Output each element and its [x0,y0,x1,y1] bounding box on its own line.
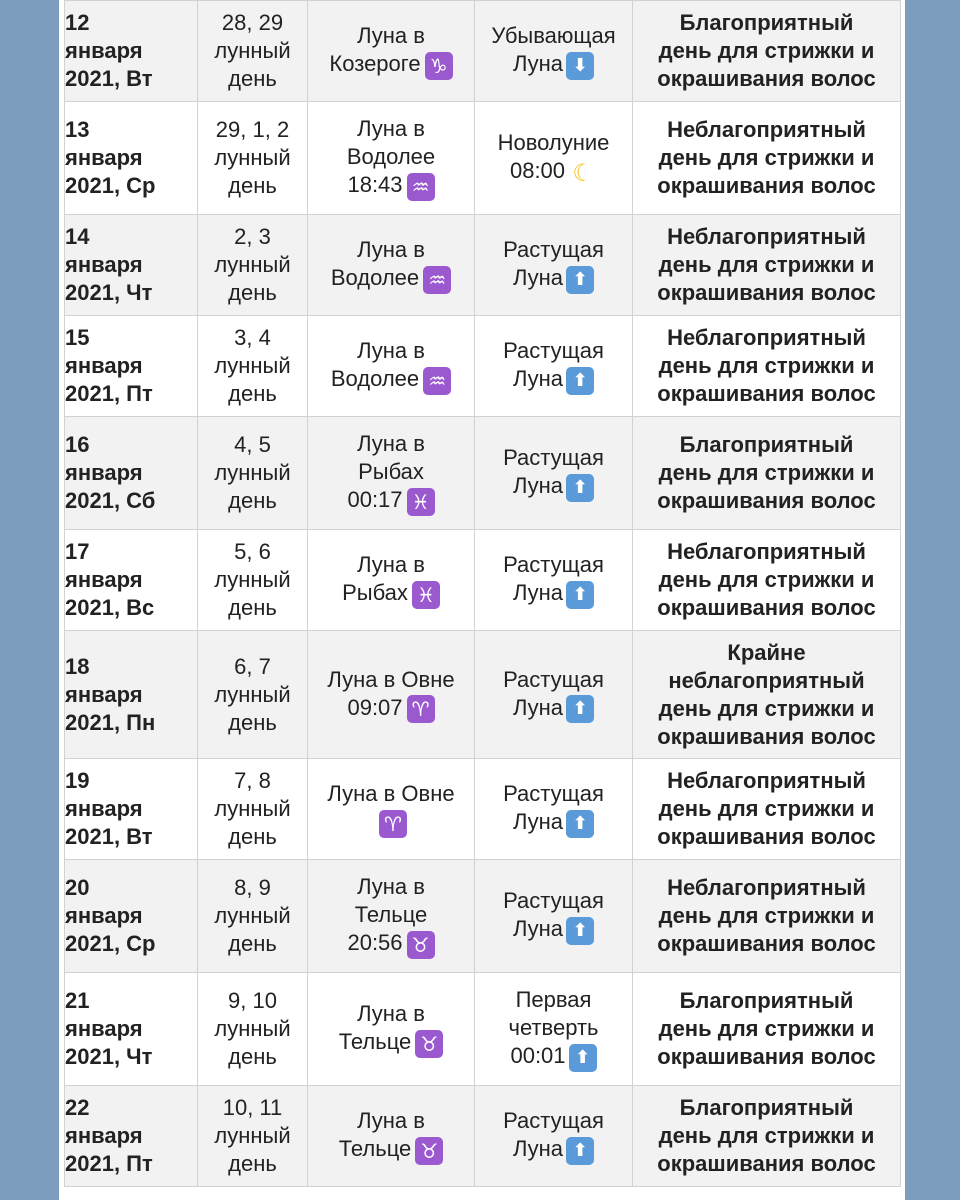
moon-sign-text: Тельце [354,902,428,928]
moon-sign-line [308,115,474,143]
verdict-line: Благоприятный [679,10,854,35]
date-line: 22 [65,1095,90,1120]
moon-sign-line [308,901,474,929]
taurus-icon: ♉ [415,1137,443,1165]
arrow-up-icon: ⬆ [566,367,594,395]
haircut-verdict-cell [633,530,901,631]
date-line: января [65,460,143,485]
moon-sign-line [308,1107,474,1135]
moon-sign-line [308,458,474,486]
table-row [65,973,901,1086]
lunar-day-line: лунный [214,460,291,485]
moon-phase-text: Растущая [503,445,604,471]
date-line: 2021, Чт [65,1044,153,1069]
haircut-verdict-cell [633,316,901,417]
arrow-up-icon: ⬆ [566,1137,594,1165]
date-cell [65,316,198,417]
moon-phase-line [475,666,632,694]
moon-sign-text: Луна в [357,552,425,578]
haircut-verdict-cell [633,631,901,759]
moon-sign-line [308,50,474,79]
moon-phase-text: Луна [512,51,564,77]
haircut-verdict-cell [633,1086,901,1187]
arrow-up-icon: ⬆ [566,581,594,609]
moon-phase-text: Луна [512,473,564,499]
arrow-up-icon: ⬆ [566,917,594,945]
moon-sign-text: Рыбах [358,459,424,485]
date-cell [65,417,198,530]
crescent-moon-icon: ☾ [572,158,594,187]
moon-sign-cell [308,631,475,759]
moon-sign-text: Водолее [346,144,436,170]
verdict-line: Благоприятный [679,1095,854,1120]
date-line: 12 [65,10,90,35]
verdict-line: день для стрижки и [658,353,875,378]
haircut-verdict-cell [633,759,901,860]
moon-sign-line [308,143,474,171]
arrow-up-icon: ⬆ [566,266,594,294]
moon-sign-line [308,873,474,901]
moon-phase-cell [475,1086,633,1187]
moon-sign-line [308,780,474,808]
verdict-line: окрашивания волос [657,1044,876,1069]
moon-phase-cell [475,1,633,102]
moon-sign-text: Луна в [357,874,425,900]
arrow-up-icon: ⬆ [566,695,594,723]
verdict-line: окрашивания волос [657,595,876,620]
moon-phase-cell [475,973,633,1086]
date-cell [65,759,198,860]
moon-sign-line [308,337,474,365]
taurus-icon: ♉ [415,1030,443,1058]
date-cell [65,1,198,102]
date-line: 21 [65,988,90,1013]
moon-phase-text: Луна [512,1136,564,1162]
aquarius-icon: ♒ [423,266,451,294]
date-line: 2021, Пт [65,1151,153,1176]
lunar-day-line: день [228,931,277,956]
lunar-day-cell [198,631,308,759]
verdict-line: окрашивания волос [657,381,876,406]
moon-sign-line [308,1028,474,1057]
lunar-day-line: лунный [214,567,291,592]
moon-phase-line [475,1042,632,1071]
date-cell [65,973,198,1086]
moon-sign-cell [308,860,475,973]
lunar-day-line: лунный [214,796,291,821]
moon-phase-text: Луна [512,916,564,942]
date-line: 2021, Вт [65,824,153,849]
lunar-day-line: лунный [214,681,291,707]
verdict-line: Неблагоприятный [667,768,866,793]
moon-phase-text: Убывающая [491,23,616,49]
moon-phase-line [475,22,632,50]
lunar-day-line: 6, 7 [234,653,271,679]
moon-phase-text: Луна [512,366,564,392]
date-line: 2021, Ср [65,173,156,198]
table-row [65,860,901,973]
moon-sign-cell [308,102,475,215]
moon-sign-cell [308,1,475,102]
moon-sign-line [308,264,474,293]
lunar-day-line: лунный [214,145,291,170]
moon-sign-text: Тельце [338,1029,412,1055]
moon-sign-line [308,666,474,694]
verdict-line: день для стрижки и [658,796,875,821]
lunar-day-cell [198,973,308,1086]
moon-sign-text: Луна в [357,1001,425,1027]
lunar-day-line: день [228,1044,277,1069]
verdict-line: Неблагоприятный [667,539,866,564]
moon-phase-line [475,129,632,157]
moon-phase-cell [475,860,633,973]
moon-sign-text: 18:43 [347,172,403,198]
moon-sign-line [308,1135,474,1164]
moon-sign-cell [308,1086,475,1187]
moon-sign-text: Луна в [357,23,425,49]
date-line: января [65,796,143,821]
haircut-verdict-cell [633,973,901,1086]
date-line: января [65,353,143,378]
moon-sign-line [308,171,474,200]
verdict-line: окрашивания волос [657,173,876,198]
verdict-line: Неблагоприятный [667,117,866,142]
lunar-haircut-table [64,0,901,1187]
verdict-line: окрашивания волос [657,824,876,849]
table-row [65,417,901,530]
moon-phase-text: Растущая [503,666,604,692]
moon-sign-text: 20:56 [347,930,403,956]
verdict-line: Неблагоприятный [667,224,866,249]
moon-phase-line [475,551,632,579]
date-line: января [65,145,143,170]
date-line: 19 [65,768,90,793]
date-line: января [65,567,143,592]
moon-phase-line [475,808,632,837]
lunar-day-line: 7, 8 [234,768,271,793]
moon-phase-line [475,157,632,186]
moon-phase-line [475,264,632,293]
moon-sign-text: Тельце [338,1136,412,1162]
lunar-day-cell [198,759,308,860]
date-line: 13 [65,117,90,142]
verdict-line: день для стрижки и [658,145,875,170]
verdict-line: неблагоприятный [668,667,865,693]
moon-sign-text: Водолее [330,265,420,291]
moon-sign-cell [308,530,475,631]
moon-phase-text: 00:01 [510,1043,566,1069]
date-line: 14 [65,224,90,249]
moon-phase-text: Растущая [503,888,604,914]
date-line: 2021, Пт [65,381,153,406]
date-cell [65,631,198,759]
moon-phase-cell [475,631,633,759]
lunar-day-line: 29, 1, 2 [215,117,290,142]
verdict-line: окрашивания волос [657,931,876,956]
date-line: 15 [65,325,90,350]
moon-phase-text: Растущая [503,1108,604,1134]
lunar-day-line: день [228,709,277,735]
arrow-down-icon: ⬇ [566,52,594,80]
lunar-day-line: лунный [214,1123,291,1148]
calendar-sheet [59,0,905,1200]
moon-phase-line [475,472,632,501]
moon-sign-line [308,365,474,394]
lunar-day-line: 4, 5 [234,432,271,457]
aries-icon: ♈ [379,810,407,838]
lunar-day-cell [198,316,308,417]
lunar-day-line: лунный [214,903,291,928]
lunar-day-line: день [228,173,277,198]
date-line: января [65,38,143,63]
table-row [65,759,901,860]
taurus-icon: ♉ [407,931,435,959]
verdict-line: день для стрижки и [658,1016,875,1041]
lunar-day-cell [198,417,308,530]
aquarius-icon: ♒ [407,173,435,201]
lunar-day-line: день [228,595,277,620]
verdict-line: окрашивания волос [657,488,876,513]
moon-phase-line [475,236,632,264]
lunar-day-line: день [228,1151,277,1176]
moon-phase-line [475,915,632,944]
haircut-verdict-cell [633,102,901,215]
verdict-line: день для стрижки и [658,903,875,928]
table-row [65,631,901,759]
table-row [65,1,901,102]
date-line: 2021, Сб [65,488,156,513]
lunar-day-line: лунный [214,1016,291,1041]
moon-phase-cell [475,530,633,631]
moon-sign-text: Луна в Овне [327,666,455,692]
pisces-icon: ♓ [412,581,440,609]
moon-phase-text: Первая [515,987,592,1013]
verdict-line: Неблагоприятный [667,875,866,900]
moon-phase-line [475,365,632,394]
moon-phase-line [475,337,632,365]
verdict-line: день для стрижки и [658,460,875,485]
lunar-day-line: день [228,280,277,305]
moon-phase-text: Растущая [503,237,604,263]
moon-sign-text: Рыбах [342,580,408,606]
verdict-line: окрашивания волос [657,280,876,305]
moon-sign-line [308,694,474,723]
moon-phase-line [475,1014,632,1042]
moon-sign-text: 00:17 [347,487,403,513]
verdict-line: день для стрижки и [658,1123,875,1148]
moon-phase-line [475,444,632,472]
moon-phase-line [475,50,632,79]
arrow-up-icon: ⬆ [566,810,594,838]
aquarius-icon: ♒ [423,367,451,395]
arrow-up-icon: ⬆ [569,1044,597,1072]
moon-sign-line [308,551,474,579]
lunar-day-line: 8, 9 [234,875,271,900]
lunar-day-cell [198,102,308,215]
moon-phase-line [475,780,632,808]
verdict-line: Благоприятный [679,432,854,457]
date-cell [65,860,198,973]
capricorn-icon: ♑ [425,52,453,80]
table-row [65,102,901,215]
lunar-day-line: день [228,824,277,849]
haircut-verdict-cell [633,1,901,102]
pisces-icon: ♓ [407,488,435,516]
lunar-day-line: 9, 10 [228,988,277,1013]
lunar-day-line: день [228,488,277,513]
moon-phase-text: Луна [512,809,564,835]
moon-phase-text: 08:00 [509,158,566,184]
date-line: 2021, Чт [65,280,153,305]
moon-sign-cell [308,215,475,316]
verdict-line: Благоприятный [679,988,854,1013]
date-line: января [65,252,143,277]
moon-phase-text: Новолуние [497,130,610,156]
moon-sign-text: Луна в [357,1108,425,1134]
moon-phase-text: Растущая [503,338,604,364]
lunar-day-line: день [228,66,277,91]
date-line: января [65,903,143,928]
table-row [65,1086,901,1187]
moon-phase-text: Луна [512,265,564,291]
verdict-line: день для стрижки и [658,252,875,277]
moon-sign-text: Луна в [357,338,425,364]
table-row [65,215,901,316]
moon-phase-text: четверть [508,1015,599,1041]
moon-sign-text: Луна в Овне [327,781,455,807]
moon-sign-line [308,929,474,958]
moon-sign-text: Луна в [357,431,425,457]
date-line: 2021, Вт [65,66,153,91]
moon-sign-cell [308,759,475,860]
date-line: 2021, Ср [65,931,156,956]
verdict-line: Крайне [727,639,806,665]
moon-phase-text: Растущая [503,552,604,578]
moon-phase-cell [475,316,633,417]
haircut-verdict-cell [633,417,901,530]
moon-sign-text: Козероге [329,51,421,77]
moon-phase-line [475,887,632,915]
table-row [65,316,901,417]
aries-icon: ♈ [407,695,435,723]
date-line: 17 [65,539,90,564]
moon-sign-cell [308,973,475,1086]
date-cell [65,102,198,215]
date-line: 2021, Пн [65,709,156,735]
moon-sign-cell [308,417,475,530]
moon-phase-cell [475,102,633,215]
verdict-line: день для стрижки и [658,695,875,721]
date-cell [65,1086,198,1187]
moon-phase-line [475,1135,632,1164]
moon-phase-line [475,694,632,723]
verdict-line: окрашивания волос [657,723,876,749]
moon-sign-line [308,430,474,458]
moon-sign-text: Луна в [357,116,425,142]
verdict-line: Неблагоприятный [667,325,866,350]
lunar-day-line: 10, 11 [222,1095,283,1120]
moon-sign-line [308,236,474,264]
lunar-day-cell [198,530,308,631]
moon-sign-line [308,22,474,50]
table-row [65,530,901,631]
moon-sign-line [308,486,474,515]
date-line: 20 [65,875,90,900]
lunar-day-line: лунный [214,353,291,378]
moon-sign-cell [308,316,475,417]
date-line: января [65,681,143,707]
moon-sign-line [308,579,474,608]
date-line: 2021, Вс [65,595,155,620]
date-cell [65,215,198,316]
lunar-day-cell [198,1086,308,1187]
moon-sign-text: Водолее [330,366,420,392]
lunar-day-cell [198,1,308,102]
moon-phase-text: Растущая [503,781,604,807]
moon-phase-line [475,579,632,608]
lunar-day-line: лунный [214,252,291,277]
date-cell [65,530,198,631]
lunar-day-cell [198,215,308,316]
lunar-day-line: лунный [214,38,291,63]
moon-sign-line [308,1000,474,1028]
lunar-day-cell [198,860,308,973]
haircut-verdict-cell [633,860,901,973]
lunar-day-line: 2, 3 [234,224,271,249]
lunar-day-line: день [228,381,277,406]
moon-phase-text: Луна [512,580,564,606]
arrow-up-icon: ⬆ [566,474,594,502]
moon-phase-cell [475,759,633,860]
moon-phase-line [475,1107,632,1135]
moon-phase-line [475,986,632,1014]
moon-phase-cell [475,417,633,530]
moon-phase-text: Луна [512,694,564,720]
moon-phase-cell [475,215,633,316]
moon-sign-text: Луна в [357,237,425,263]
verdict-line: окрашивания волос [657,1151,876,1176]
haircut-verdict-cell [633,215,901,316]
lunar-day-line: 5, 6 [234,539,271,564]
date-line: января [65,1123,143,1148]
date-line: 16 [65,432,90,457]
verdict-line: день для стрижки и [658,38,875,63]
lunar-day-line: 28, 29 [221,10,284,35]
moon-sign-line [308,808,474,837]
verdict-line: день для стрижки и [658,567,875,592]
lunar-day-line: 3, 4 [234,325,271,350]
date-line: января [65,1016,143,1041]
moon-sign-text: 09:07 [347,694,403,720]
verdict-line: окрашивания волос [657,66,876,91]
date-line: 18 [65,653,90,679]
